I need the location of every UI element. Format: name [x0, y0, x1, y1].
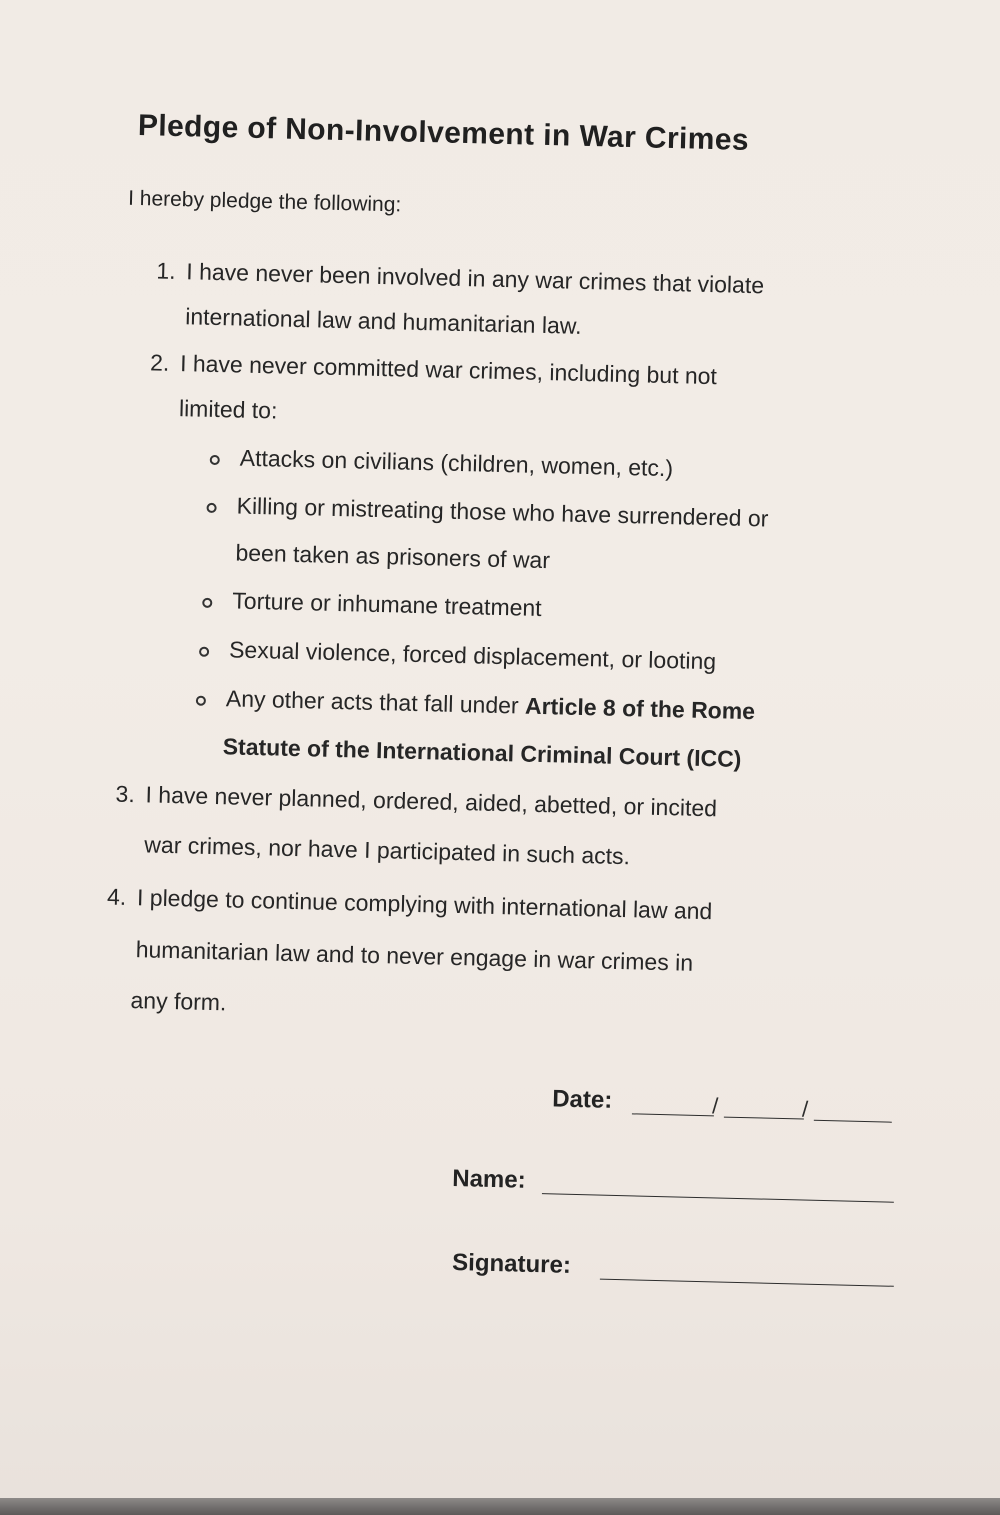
bullet-5-icon — [196, 696, 206, 706]
item-4-line-2: humanitarian law and to never engage in war crimes in — [135, 936, 694, 976]
signature-label: Signature: — [451, 1249, 572, 1279]
bullet-2-line-1: Killing or mistreating those who have surrendered or — [236, 492, 769, 532]
item-4-line-3: any form. — [130, 987, 227, 1016]
bullet-1-text: Attacks on civilians (children, women, etc.) — [239, 444, 674, 482]
bullet-3-text: Torture or inhumane treatment — [232, 587, 542, 621]
item-2-number: 2. — [149, 349, 170, 376]
signature-field[interactable] — [600, 1279, 894, 1287]
item-4-number: 4. — [106, 883, 127, 910]
document-title: Pledge of Non-Involvement in War Crimes — [137, 108, 750, 157]
item-3-line-2: war crimes, nor have I participated in such acts. — [144, 831, 631, 870]
item-2-line-1: 2. I have never committed war crimes, including but not — [149, 349, 718, 390]
bullet-4-text: Sexual violence, forced displacement, or looting — [228, 636, 717, 675]
item-1-line-2: international law and humanitarian law. — [184, 303, 582, 339]
date-separator-2: / — [801, 1096, 809, 1122]
item-3-line-1: 3. I have never planned, ordered, aided, abetted, or incited — [115, 780, 718, 822]
bullet-4-icon — [199, 647, 209, 657]
item-3-number: 3. — [115, 780, 136, 808]
bullet-1-icon — [210, 455, 220, 465]
date-year-field[interactable] — [814, 1120, 892, 1123]
item-1-line-1: 1. I have never been involved in any war crimes that violate — [156, 257, 765, 299]
bullet-3-icon — [202, 598, 212, 608]
item-1-number: 1. — [156, 257, 176, 284]
bullet-2-line-2: been taken as prisoners of war — [235, 539, 551, 574]
date-separator-1: / — [711, 1093, 719, 1119]
item-4-line-1: 4. I pledge to continue complying with international law and — [106, 883, 713, 925]
name-label: Name: — [451, 1164, 526, 1194]
intro-text: I hereby pledge the following: — [127, 186, 402, 217]
page-bottom-edge — [0, 1498, 1000, 1515]
bullet-2-icon — [206, 503, 216, 513]
bullet-5-line-2: Statute of the International Criminal Court (ICC) — [222, 733, 742, 772]
item-2-line-2: limited to: — [178, 395, 278, 424]
bullet-5-line-1: Any other acts that fall under Article 8 of the Rome — [225, 685, 756, 725]
name-field[interactable] — [542, 1193, 894, 1203]
date-month-field[interactable] — [724, 1117, 804, 1120]
date-label: Date: — [551, 1085, 613, 1114]
date-day-field[interactable] — [632, 1113, 714, 1116]
